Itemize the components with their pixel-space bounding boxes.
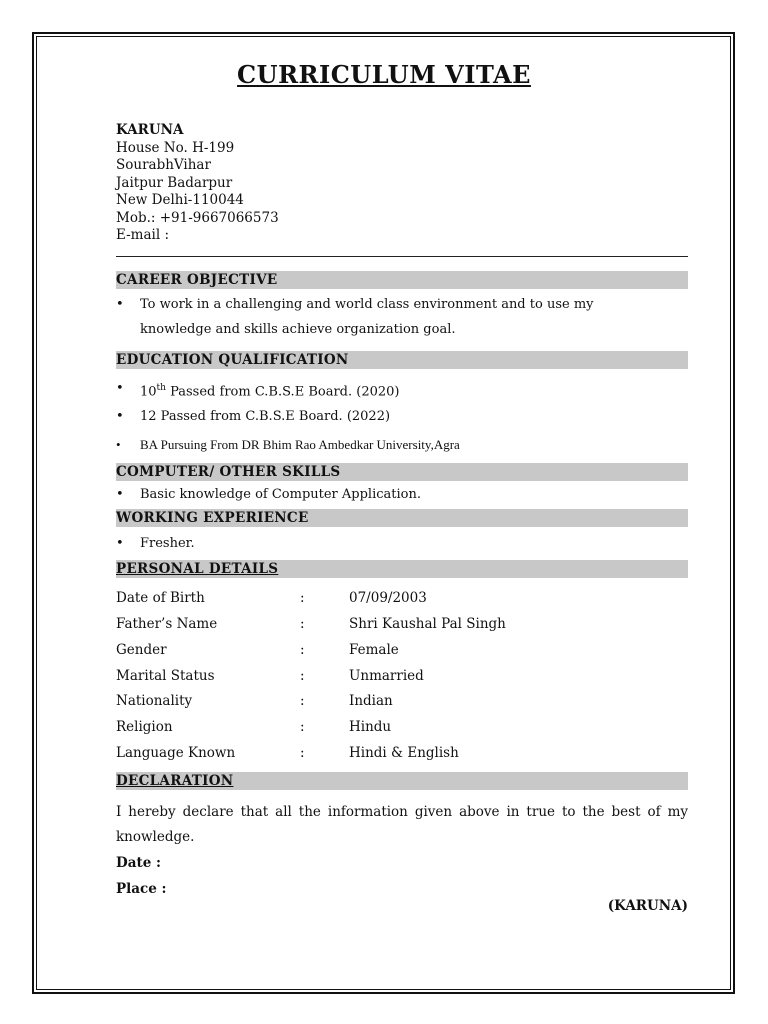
personal-row: [116, 666, 688, 686]
education-item-2-text: 12 Passed from C.B.S.E Board. (2022): [140, 409, 391, 424]
personal-row-label: Father’s Name: [116, 616, 218, 632]
signature-name: (KARUNA): [607, 898, 688, 914]
bullet-icon: •: [116, 297, 124, 312]
personal-row-colon: :: [300, 616, 305, 632]
contact-mobile: Mob.: +91-9667066573: [116, 209, 279, 226]
education-item-1-sup: th: [156, 383, 166, 393]
personal-row-colon: :: [300, 642, 305, 658]
bullet-icon: •: [116, 381, 124, 396]
bullet-icon: •: [116, 409, 124, 424]
place-label: Place :: [116, 881, 167, 897]
contact-area: SourabhVihar: [116, 157, 211, 173]
personal-row-value: Hindi & English: [349, 745, 459, 761]
personal-row-colon: :: [300, 668, 305, 684]
education-item-1: [116, 376, 656, 404]
personal-row-label: Gender: [116, 642, 167, 658]
personal-row-label: Marital Status: [116, 668, 215, 684]
career-line-2: knowledge and skills achieve organization goal.: [140, 322, 456, 337]
personal-row: [116, 691, 688, 711]
section-personal-details: [116, 560, 688, 578]
personal-row-colon: :: [300, 719, 305, 735]
personal-row-value: Hindu: [349, 719, 392, 735]
contact-email: E-mail :: [116, 227, 169, 243]
personal-row: [116, 614, 688, 634]
declaration-heading: DECLARATION: [116, 773, 234, 789]
personal-row: [116, 588, 688, 608]
experience-item-1: [116, 531, 656, 556]
personal-row-label: Language Known: [116, 745, 236, 761]
section-experience: WORKING EXPERIENCE: [116, 509, 688, 527]
personal-row-value: Shri Kaushal Pal Singh: [349, 616, 506, 632]
contact-block: [116, 122, 279, 245]
education-item-1-num: 10: [140, 384, 157, 400]
education-item-1-text: Passed from C.B.S.E Board. (2020): [165, 384, 400, 400]
personal-row: [116, 743, 688, 763]
personal-row-value: Female: [349, 642, 399, 658]
section-skills: COMPUTER/ OTHER SKILLS: [116, 463, 688, 481]
section-career-objective: CAREER OBJECTIVE: [116, 271, 688, 289]
personal-row-value: 07/09/2003: [349, 590, 427, 606]
personal-row-label: Date of Birth: [116, 590, 205, 606]
personal-row-colon: :: [300, 590, 305, 606]
contact-city: New Delhi-110044: [116, 192, 244, 208]
section-education: EDUCATION QUALIFICATION: [116, 351, 688, 369]
contact-name: KARUNA: [116, 122, 184, 138]
personal-row-label: Religion: [116, 719, 173, 735]
section-declaration: [116, 772, 688, 790]
page-title: CURRICULUM VITAE: [237, 60, 531, 89]
personal-row: [116, 640, 688, 660]
experience-item-1-text: Fresher.: [140, 536, 195, 551]
education-item-3-text: BA Pursuing From DR Bhim Rao Ambedkar University,Agra: [140, 437, 460, 452]
personal-row-label: Nationality: [116, 693, 193, 709]
date-label: Date :: [116, 855, 161, 871]
education-item-2: [116, 404, 656, 429]
personal-row-value: Unmarried: [349, 668, 424, 684]
skills-item-1-text: Basic knowledge of Computer Application.: [140, 487, 421, 502]
bullet-icon: •: [116, 536, 124, 551]
header-divider: [116, 256, 688, 257]
declaration-text: I hereby declare that all the information given above in true to the best of my knowledge.: [116, 804, 688, 845]
personal-row: [116, 717, 688, 737]
bullet-icon: •: [116, 487, 124, 502]
bullet-icon: •: [116, 437, 121, 452]
career-objective-item: [116, 292, 656, 342]
personal-row-colon: :: [300, 693, 305, 709]
contact-house: House No. H-199: [116, 139, 235, 156]
career-line-1: To work in a challenging and world class environment and to use my: [140, 297, 594, 312]
contact-locality: Jaitpur Badarpur: [116, 174, 233, 191]
personal-row-colon: :: [300, 745, 305, 761]
skills-item-1: [116, 482, 656, 507]
personal-details-heading: PERSONAL DETAILS: [116, 561, 279, 577]
personal-row-value: Indian: [349, 693, 393, 709]
education-item-3: [116, 432, 656, 457]
